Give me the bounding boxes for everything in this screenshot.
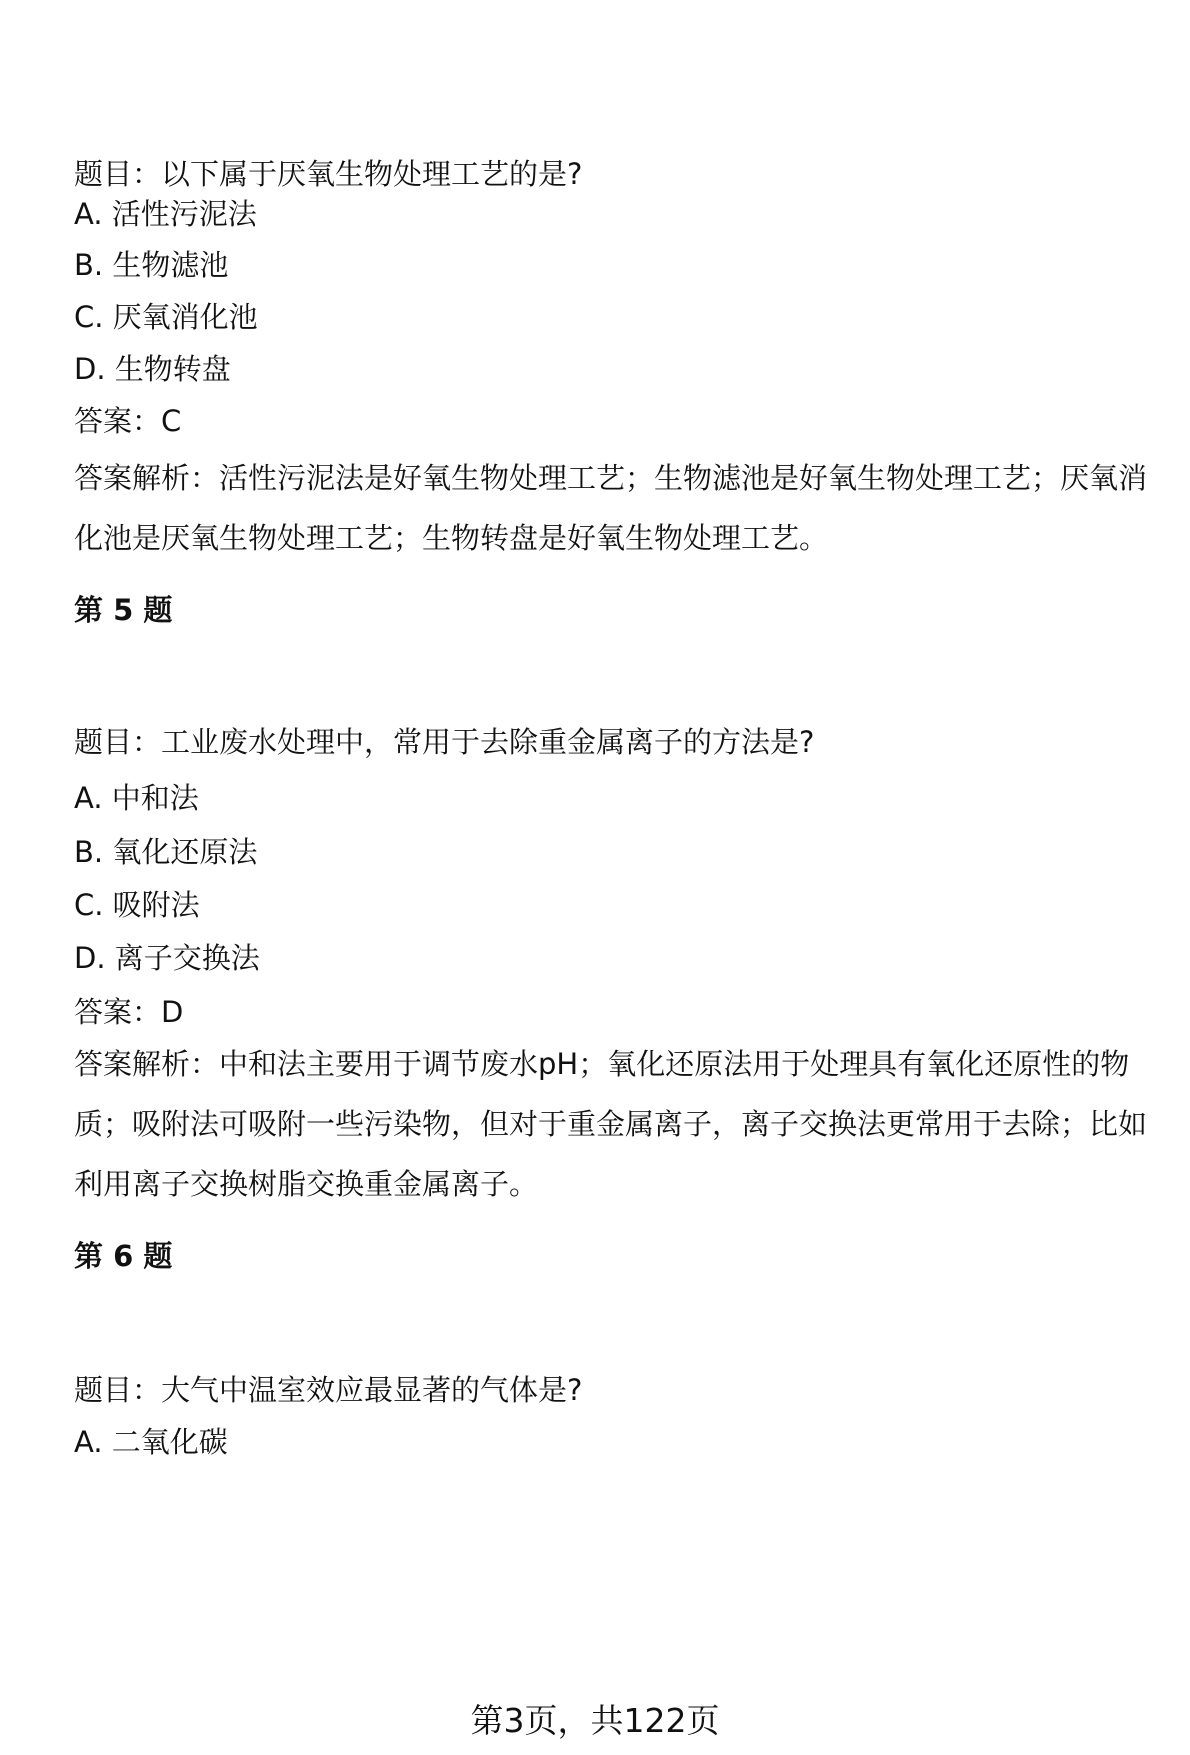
question-heading: 第 5 题	[74, 593, 173, 627]
question-text: 题目：大气中温室效应最显著的气体是?	[74, 1373, 583, 1407]
question-text: 题目：以下属于厌氧生物处理工艺的是?	[74, 157, 583, 191]
option-c: C. 吸附法	[74, 888, 200, 922]
answer-text: 答案：D	[74, 995, 184, 1029]
question-text: 题目：工业废水处理中，常用于去除重金属离子的方法是?	[74, 725, 815, 759]
option-c: C. 厌氧消化池	[74, 300, 258, 334]
answer-analysis: 答案解析：活性污泥法是好氧生物处理工艺；生物滤池是好氧生物处理工艺；厌氧消化池是厌氧生物处理工艺；生物转盘是好氧生物处理工艺。	[74, 461, 1148, 555]
answer-text: 答案：C	[74, 404, 182, 438]
option-d: D. 离子交换法	[74, 941, 260, 975]
option-b: B. 生物滤池	[74, 248, 229, 282]
option-b: B. 氧化还原法	[74, 835, 258, 869]
page-number: 第3页，共122页	[470, 1701, 720, 1740]
option-d: D. 生物转盘	[74, 352, 231, 386]
question-heading: 第 6 题	[74, 1239, 173, 1273]
option-a: A. 活性污泥法	[74, 197, 257, 231]
answer-analysis: 答案解析：中和法主要用于调节废水pH；氧化还原法用于处理具有氧化还原性的物质；吸附法可吸附一些污染物，但对于重金属离子，离子交换法更常用于去除；比如利用离子交换树脂交换重金属离子。	[74, 1047, 1148, 1201]
option-a: A. 中和法	[74, 781, 199, 815]
option-a: A. 二氧化碳	[74, 1425, 228, 1459]
